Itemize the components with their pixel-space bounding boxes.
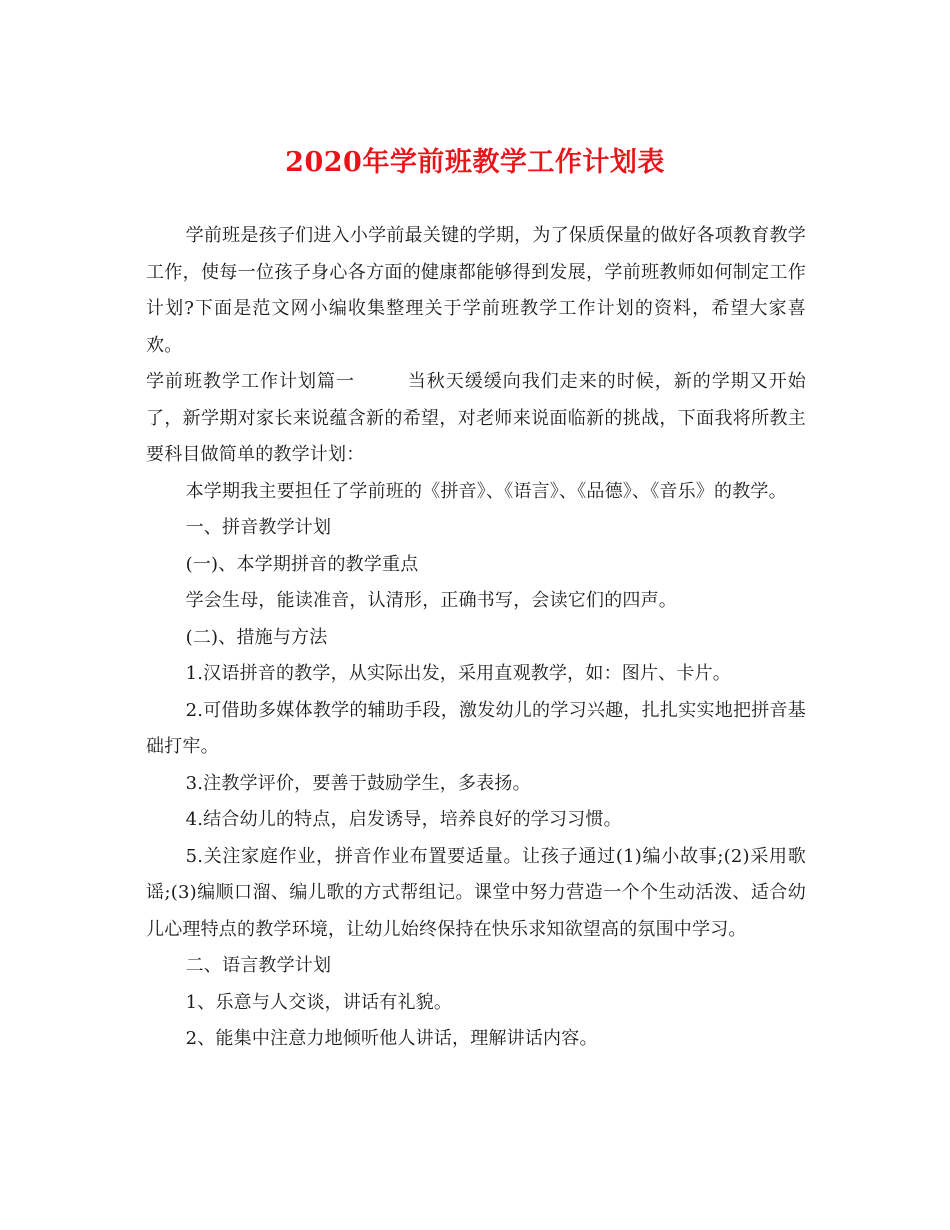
subheading-pinyin-focus: (一)、本学期拼音的教学重点 [185,553,419,575]
section-opening: 当秋天缓缓向我们走来的时候，新的学期又开始了，新学期对家长来说蕴含新的希望，对老师来说面临新的挑战，下面我将所教主要科目做简单的教学计划： [146,371,806,465]
section-heading: 学前班教学工作计划篇一 [146,371,355,392]
document-body [146,218,806,1058]
list-item-method-1: 1.汉语拼音的教学，从实际出发，采用直观教学，如：图片、卡片。 [185,663,731,684]
list-item-method-2: 2.可借助多媒体教学的辅助手段，激发幼儿的学习兴趣，扎扎实实地把拼音基础打牢。 [146,699,806,757]
paragraph-pinyin-focus: 学会生母，能读准音，认清形，正确书写，会读它们的四声。 [185,590,677,611]
section-paragraph [146,364,806,474]
list-item-language-1: 1、乐意与人交谈，讲话有礼貌。 [185,991,453,1013]
list-item-method-3: 3.注教学评价，要善于鼓励学生，多表扬。 [185,772,531,794]
document-title: 2020年学前班教学工作计划表 [285,147,665,178]
list-item-method-5: 5.关注家庭作业，拼音作业布置要适量。让孩子通过(1)编小故事;(2)采用歌谣;(3)编顺口溜、编儿歌的方式帮组记。课堂中努力营造一个个生动活泼、适合幼儿心理特点的教学环境，让幼儿始终保持在快乐求知欲望高的氛围中学习。 [146,845,806,940]
heading-pinyin-plan: 一、拼音教学计划 [185,517,332,538]
intro-paragraph: 学前班是孩子们进入小学前最关键的学期，为了保质保量的做好各项教育教学工作，使每一位孩子身心各方面的健康都能够得到发展，学前班教师如何制定工作计划?下面是范文网小编收集整理关于学前班教学工作计划的资料，希望大家喜欢。 [146,225,806,356]
subheading-methods: (二)、措施与方法 [185,626,328,648]
list-item-method-4: 4.结合幼儿的特点，启发诱导，培养良好的学习习惯。 [185,809,622,830]
heading-language-plan: 二、语言教学计划 [185,955,332,976]
paragraph-subjects: 本学期我主要担任了学前班的《拼音》、《语言》、《品德》、《音乐》的教学。 [185,480,787,502]
list-item-language-2: 2、能集中注意力地倾听他人讲话，理解讲话内容。 [185,1028,598,1049]
